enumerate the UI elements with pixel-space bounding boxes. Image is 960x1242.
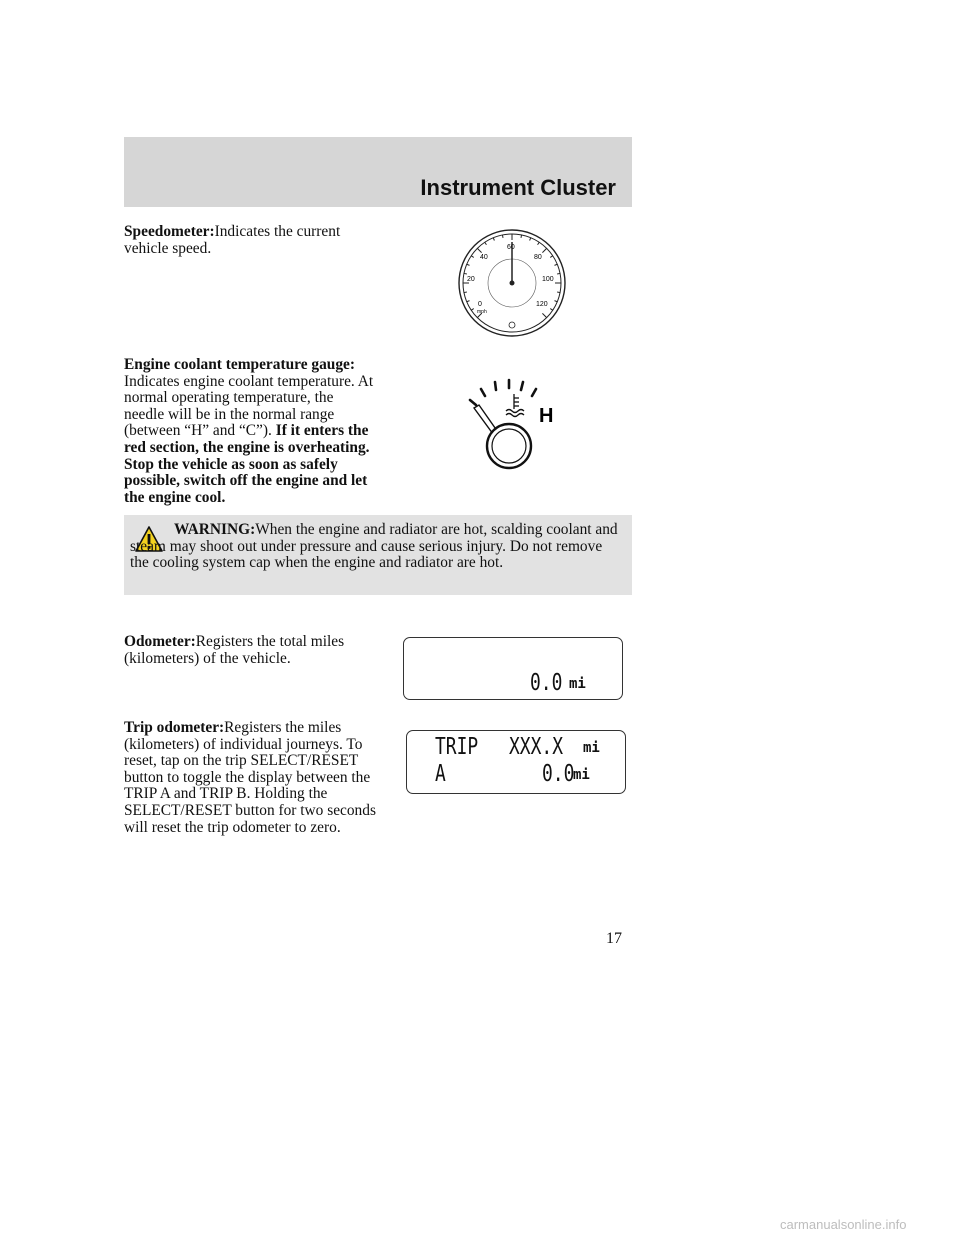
speedometer-tick — [557, 273, 560, 274]
speedometer-tick — [554, 301, 557, 302]
speedometer-tick — [493, 238, 494, 241]
coolant-h-letter: H — [539, 405, 554, 427]
speedometer-tick — [557, 292, 560, 293]
trip-line2-label: A — [435, 761, 446, 787]
coolant-temperature-gauge-icon — [464, 378, 564, 482]
speedometer-gauge-icon — [452, 228, 572, 338]
speedometer-tick — [471, 309, 473, 311]
speedometer-tick — [502, 235, 503, 238]
coolant-label: Engine coolant temperature gauge: — [124, 356, 355, 373]
odometer-display — [403, 637, 623, 700]
speedometer-label: Speedometer: — [124, 223, 215, 240]
speedometer-paragraph — [124, 224, 344, 257]
speedometer-tick — [542, 248, 546, 252]
speedometer-tick — [467, 264, 470, 265]
speedometer-tick — [554, 264, 557, 265]
speedometer-tick — [530, 238, 531, 241]
speedometer-tick — [477, 248, 481, 252]
trip-odometer-text: Trip odometer:Registers the miles (kilometers) of individual journeys. To reset, tap on the trip SELECT/RESET button to toggle the display between the TRIP A and TRIP B. Holding the SELECT/RESET button for two seconds will reset the trip odometer to zero. — [124, 719, 376, 836]
odometer-unit: mi — [569, 676, 586, 692]
speedometer-tick — [471, 256, 473, 258]
trip-line1-value: XXX.X — [509, 734, 564, 760]
watermark: carmanualsonline.info — [780, 1217, 907, 1232]
warning-label: WARNING: — [174, 521, 256, 538]
speedometer-tick — [464, 292, 467, 293]
warning-text: When the engine and radiator are hot, scalding coolant and steam may shoot out under pressure and cause serious injury. Do not remove the cooling system cap when the engine and radiator are hot. — [130, 521, 618, 572]
speedometer-tick — [521, 235, 522, 238]
speedometer-tick — [464, 273, 467, 274]
odometer-paragraph — [124, 634, 384, 667]
section-header — [124, 137, 632, 207]
speedometer-tick — [467, 301, 470, 302]
coolant-text: Indicates engine coolant temperature. At normal operating temperature, the needle will be in the normal range (between “H” and “C”). — [124, 372, 374, 440]
trip-odometer-display — [406, 730, 626, 794]
speedometer-text: Indicates the current vehicle speed. — [124, 223, 341, 257]
speedometer-tick — [550, 309, 552, 311]
speedometer-tick — [538, 242, 540, 244]
odometer-label: Odometer: — [124, 633, 196, 650]
speedo-label-60: 60 — [507, 244, 515, 251]
speedo-label-120: 120 — [536, 301, 548, 308]
speedo-unit: mph — [477, 309, 487, 315]
speedo-label-20: 20 — [467, 276, 475, 283]
speedometer-tick — [485, 242, 487, 244]
speedometer-tick — [550, 256, 552, 258]
warning-box — [124, 515, 632, 595]
odometer-value: 0.0 — [530, 670, 563, 696]
speedo-label-100: 100 — [542, 276, 554, 283]
trip-line2-value: 0.0 — [542, 761, 575, 787]
section-title: Instrument Cluster — [420, 175, 616, 200]
speedo-label-0: 0 — [478, 301, 482, 308]
speedo-label-80: 80 — [534, 254, 542, 261]
trip-line2-unit: mi — [573, 767, 590, 783]
odometer-text: Registers the total miles (kilometers) of the vehicle. — [124, 633, 345, 667]
page-number: 17 — [606, 930, 622, 947]
trip-line1-unit: mi — [583, 740, 600, 756]
trip-line1-label: TRIP — [435, 734, 479, 760]
warning-paragraph — [130, 522, 622, 572]
coolant-bold-text: If it enters the red section, the engine is overheating. Stop the vehicle as soon as safely possible, switch off the engine and let the engine cool. — [124, 422, 370, 506]
speedometer-tick — [542, 313, 546, 317]
speedo-label-40: 40 — [480, 254, 488, 261]
